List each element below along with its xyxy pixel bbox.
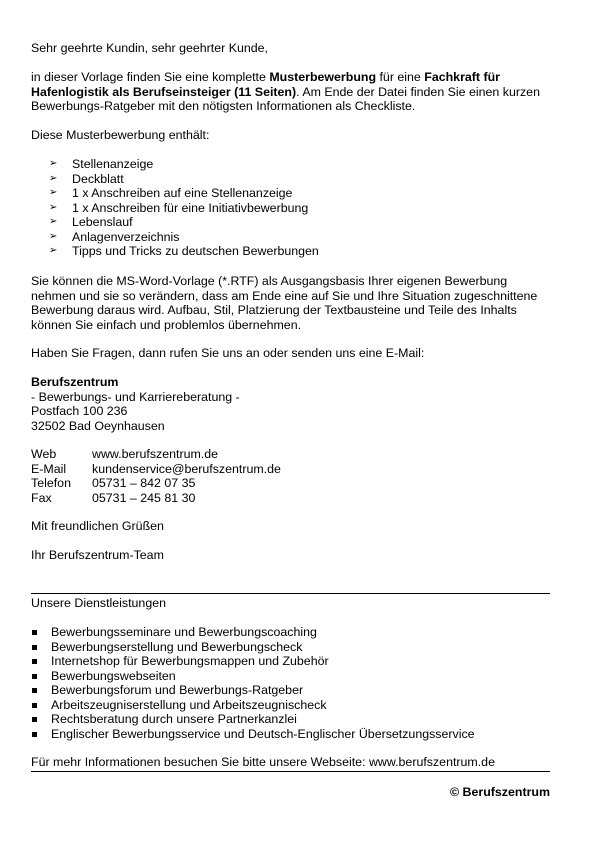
list-item [31, 215, 551, 230]
paragraph-line: Sie können die MS-Word-Vorlage (*.RTF) als Ausgangsbasis Ihrer eigenen Bewerbung [31, 274, 508, 288]
list-item-label: Englischer Bewerbungsservice und Deutsch-Englischer Übersetzungsservice [51, 726, 475, 741]
word-template-paragraph [31, 274, 551, 332]
company-city: 32502 Bad Oeynhausen [31, 418, 165, 433]
contact-label: Telefon [31, 476, 71, 490]
list-item [31, 683, 551, 698]
list-item [31, 186, 551, 201]
square-bullet-icon [32, 732, 37, 737]
paragraph-line: Bewerbung daraus wird. Aufbau, Stil, Platzierung der Textbausteine und Teile des Inhalts [31, 303, 517, 317]
square-bullet-icon [32, 645, 37, 650]
list-item [31, 654, 551, 669]
intro-paragraph [31, 70, 551, 114]
contact-label: Web [31, 447, 57, 461]
square-bullet-icon [32, 659, 37, 664]
arrow-bullet-icon: ➢ [49, 201, 58, 213]
list-item-label: Rechtsberatung durch unsere Partnerkanzlei [51, 712, 297, 726]
intro-text-4: Bewerbungs-Ratgeber mit den nötigsten Informationen als Checkliste. [31, 99, 416, 113]
square-bullet-icon [32, 674, 37, 679]
signature-text: Ihr Berufszentrum-Team [31, 548, 164, 562]
arrow-bullet-icon: ➢ [49, 216, 58, 227]
contents-list [31, 157, 551, 259]
intro-bold-musterbewerbung: Musterbewerbung [269, 70, 377, 84]
arrow-bullet-icon: ➢ [49, 187, 58, 198]
list-item-label: Bewerbungswebseiten [51, 668, 176, 683]
website-link[interactable]: www.berufszentrum.de [92, 447, 219, 461]
square-bullet-icon [32, 703, 37, 708]
intro-text-1: in dieser Vorlage finden Sie eine komplette [31, 70, 270, 84]
list-item-label: Internetshop für Bewerbungsmappen und Zubehör [51, 654, 329, 668]
list-item-label: Deckblatt [72, 171, 124, 186]
list-item-label: Bewerbungserstellung und Bewerbungscheck [51, 639, 303, 654]
list-item [31, 712, 551, 727]
divider-top [31, 593, 550, 594]
services-heading: Unsere Dienstleistungen [31, 596, 166, 610]
contact-row-fax [31, 491, 281, 506]
list-item [31, 157, 551, 172]
contact-row-phone [31, 476, 281, 491]
questions-text: Haben Sie Fragen, dann rufen Sie uns an oder senden uns eine E-Mail: [31, 346, 425, 360]
intro-bold-job-2: Hafenlogistik als Berufseinsteiger (11 Seiten) [31, 84, 297, 99]
contact-label: E-Mail [31, 461, 67, 476]
intro-bold-job-1: Fachkraft für [424, 70, 501, 84]
closing-text: Mit freundlichen Grüßen [31, 519, 164, 533]
list-item [31, 230, 551, 245]
arrow-bullet-icon: ➢ [49, 230, 58, 242]
list-item [31, 244, 551, 259]
list-item [31, 640, 551, 655]
list-item-label: Arbeitszeugniserstellung und Arbeitszeugnischeck [51, 697, 327, 712]
list-item-label: 1 x Anschreiben für eine Initiativbewerbung [72, 200, 309, 215]
copyright-text: © Berufszentrum [449, 785, 550, 799]
contact-row-email [31, 462, 281, 477]
list-item [31, 698, 551, 713]
fax-value: 05731 – 245 81 30 [92, 490, 196, 505]
list-item [31, 727, 551, 742]
list-item [31, 172, 551, 187]
list-item [31, 201, 551, 216]
company-street: Postfach 100 236 [31, 404, 128, 418]
list-item-label: Lebenslauf [72, 215, 133, 229]
list-item-label: Tipps und Tricks zu deutschen Bewerbungen [72, 244, 319, 258]
list-item-label: Anlagenverzeichnis [72, 229, 180, 244]
greeting: Sehr geehrte Kundin, sehr geehrter Kunde, [31, 41, 268, 55]
contact-row-web [31, 447, 281, 462]
phone-value: 05731 – 842 07 35 [92, 476, 196, 490]
divider-bottom [31, 771, 550, 772]
intro-text-2: für eine [376, 70, 425, 84]
arrow-bullet-icon: ➢ [49, 245, 58, 256]
list-item-label: Stellenanzeige [72, 157, 154, 171]
paragraph-line: nehmen und sie so verändern, dass am Ende eine auf Sie und Ihre Situation zugeschnittene [31, 288, 538, 303]
paragraph-line: können Sie einfach und problemlos übernehmen. [31, 317, 302, 332]
contact-block [31, 447, 281, 505]
list-item-label: 1 x Anschreiben auf eine Stellenanzeige [72, 186, 293, 200]
list-item-label: Bewerbungsseminare und Bewerbungscoaching [51, 625, 317, 639]
list-item [31, 625, 551, 640]
contents-heading: Diese Musterbewerbung enthält: [31, 128, 210, 142]
company-subtitle: - Bewerbungs- und Karriereberatung - [31, 389, 240, 404]
company-name: Berufszentrum [31, 375, 119, 389]
square-bullet-icon [32, 688, 37, 693]
more-info-text: Für mehr Informationen besuchen Sie bitte unsere Webseite: www.berufszentrum.de [31, 755, 495, 769]
list-item [31, 669, 551, 684]
intro-text-3: . Am Ende der Datei finden Sie einen kurzen [296, 84, 540, 99]
services-list [31, 625, 551, 741]
square-bullet-icon [32, 630, 37, 635]
copyright-wrap [31, 785, 550, 800]
address-block [31, 375, 240, 433]
arrow-bullet-icon: ➢ [49, 172, 58, 184]
square-bullet-icon [32, 717, 37, 722]
contact-label: Fax [31, 490, 52, 505]
arrow-bullet-icon: ➢ [49, 158, 58, 169]
list-item-label: Bewerbungsforum und Bewerbungs-Ratgeber [51, 683, 304, 697]
email-link[interactable]: kundenservice@berufszentrum.de [92, 461, 281, 476]
